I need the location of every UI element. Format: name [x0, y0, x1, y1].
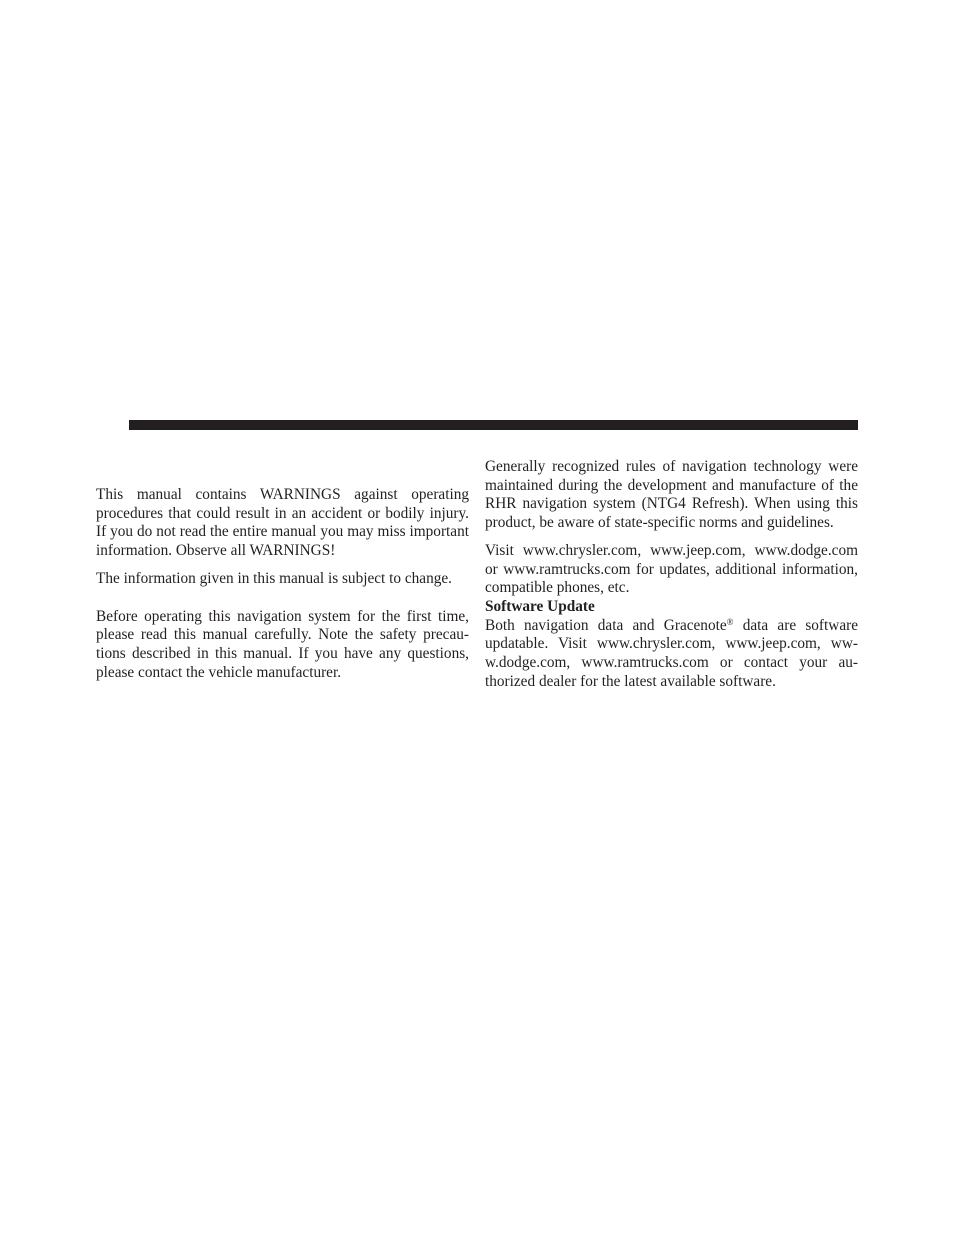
subject-to-change-paragraph: The information given in this manual is subject to change.	[96, 569, 452, 587]
warnings-paragraph: This manual contains WARNINGS against operating procedures that could result in an accident or bodily injury. If you do not read the entire manual you may miss important information. Observe all WARNINGS!	[96, 486, 469, 560]
software-update-paragraph	[485, 617, 858, 692]
software-update-text-start: Both navigation data and Gracenote	[485, 616, 727, 634]
software-update-heading: Software Update	[485, 597, 595, 615]
right-column	[485, 458, 858, 691]
software-update-text-end: data are software updatable. Visit www.chrysler.com, www.jeep.com, www.dodge.com, www.ramtrucks.com or contact your authorized dealer for the latest available software.	[485, 616, 859, 690]
registered-trademark-mark: ®	[726, 616, 734, 627]
header-rule-bar	[129, 420, 858, 430]
read-manual-paragraph: Before operating this navigation system for the first time, please read this manual carefully. Note the safety precautions described in this manual. If you have any questions, please contact the vehicle manufacturer.	[96, 607, 469, 681]
left-column	[96, 486, 469, 682]
navigation-rules-paragraph: Generally recognized rules of navigation technology were maintained during the development and manufacture of the RHR navigation system (NTG4 Refresh). When using this product, be aware of state-specific norms and guidelines.	[485, 458, 858, 532]
visit-websites-paragraph: Visit www.chrysler.com, www.jeep.com, www.dodge.com or www.ramtrucks.com for updates, additional information, compatible phones, etc.	[485, 541, 858, 597]
